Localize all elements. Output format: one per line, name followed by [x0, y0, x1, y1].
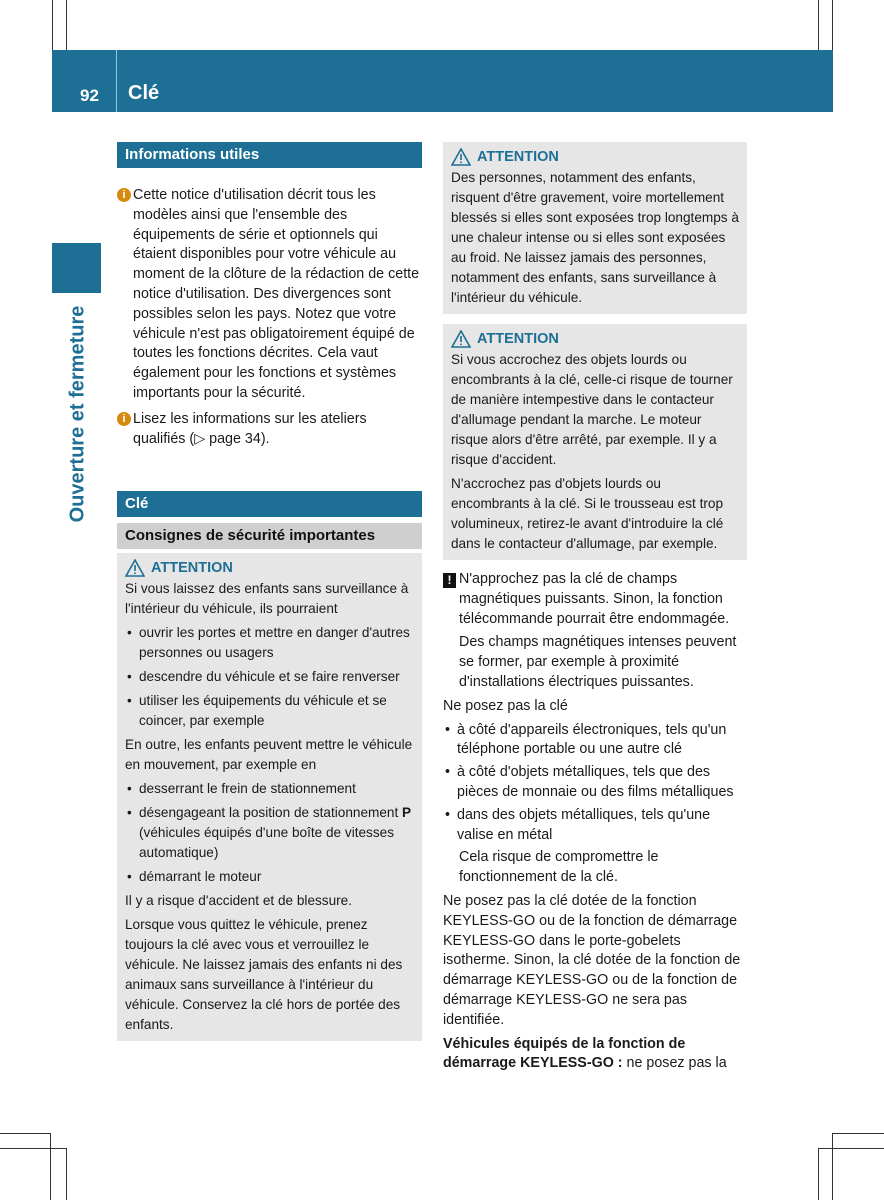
warning-text: Des personnes, notamment des enfants, risquent d'être gravement, voire mortellement blessés si elles sont exposées trop longtemps à une chaleur intense ou si elles sont exposées au froid. Ne laissez jamais des personnes, notamment des enfants, sans surveillance à l'intérieur du véhicule.	[451, 170, 739, 305]
list-item-text: désengageant la position de stationnement	[139, 805, 399, 821]
crop-mark	[832, 1133, 833, 1200]
warning-text: Si vous accrochez des objets lourds ou encombrants à la clé, celle-ci risque de tourner de manière intempestive dans le contacteur d'allumage pendant la marche. Le moteur risque alors d'être arrêté, par exemple. Il y a risque d'accident.	[451, 352, 733, 467]
warning-triangle-icon	[125, 559, 145, 577]
warning-box	[443, 142, 747, 314]
note-continuation: Des champs magnétiques intenses peuvent se former, par exemple à proximité d'installations électriques puissantes.	[459, 634, 737, 690]
list-item: • desserrant le frein de stationnement	[125, 779, 414, 799]
crop-mark	[832, 1133, 884, 1134]
crop-mark	[66, 0, 67, 50]
crop-mark	[50, 1133, 51, 1200]
header-bar	[52, 50, 833, 112]
list-item: • dans des objets métalliques, tels qu'une valise en métal	[443, 806, 747, 846]
info-paragraph	[117, 186, 422, 404]
list-item	[125, 803, 414, 863]
crop-mark	[52, 0, 53, 50]
warning-text: N'accrochez pas d'objets lourds ou encombrants à la clé. Si le trousseau est trop volumineux, retirez-le avant d'introduire la clé dans le contacteur d'allumage, par exemple.	[451, 476, 724, 551]
header-divider	[116, 50, 117, 112]
page-title: Clé	[128, 82, 160, 104]
chapter-tab	[52, 243, 101, 293]
park-position-label: P	[402, 805, 412, 821]
body-text: Ne posez pas la clé	[443, 697, 568, 714]
crop-mark	[818, 1148, 819, 1200]
body-text: Ne posez pas la clé dotée de la fonction KEYLESS-GO ou de la fonction de démarrage KEYLESS-GO dans le porte-gobelets isotherme. Sinon, la clé dotée de la fonction de démarrage KEYLESS-GO ou de la fonction de démarrage KEYLESS-GO ne sera pas identifiée.	[443, 892, 741, 1028]
list-item: • démarrant le moteur	[125, 867, 414, 887]
list-item: • utiliser les équipements du véhicule et se coincer, par exemple	[125, 691, 414, 731]
page-number: 92	[80, 86, 99, 105]
list-item: • à côté d'appareils électroniques, tels qu'un téléphone portable ou une autre clé	[443, 721, 747, 761]
warning-heading	[125, 557, 414, 579]
list-item: • à côté d'objets métalliques, tels que des pièces de monnaie ou des films métalliques	[443, 763, 747, 803]
warning-title: ATTENTION	[477, 331, 559, 347]
warning-text: Lorsque vous quittez le véhicule, prenez toujours la clé avec vous et verrouillez le véhicule. Ne laissez jamais des enfants ni des animaux sans surveillance à l'intérieur du véhicule. Conservez la clé hors de portée des enfants.	[125, 917, 403, 1033]
info-icon: i	[117, 188, 131, 202]
warning-triangle-icon	[451, 330, 471, 348]
list-item: • descendre du véhicule et se faire renverser	[125, 667, 414, 687]
warning-triangle-icon	[451, 148, 471, 166]
warning-text: Si vous laissez des enfants sans surveillance à l'intérieur du véhicule, ils pourraient	[125, 581, 409, 617]
warning-text: Il y a risque d'accident et de blessure.	[125, 893, 353, 909]
warning-heading	[451, 328, 739, 350]
list-item-text: (véhicules équipés d'une boîte de vitesses automatique)	[139, 825, 394, 861]
body-text: Cela risque de compromettre le fonctionnement de la clé.	[459, 849, 659, 886]
warning-box	[117, 553, 422, 1041]
chapter-label: Ouverture et fermeture	[66, 305, 89, 523]
crop-mark	[832, 0, 833, 50]
list-item: • ouvrir les portes et mettre en danger d'autres personnes ou usagers	[125, 623, 414, 663]
info-icon: i	[117, 412, 131, 426]
section-heading-key: Clé	[117, 491, 422, 517]
left-column	[117, 142, 422, 1041]
note-paragraph	[443, 570, 747, 629]
warning-heading	[451, 146, 739, 168]
crop-mark	[818, 1148, 884, 1149]
warning-box	[443, 324, 747, 560]
right-column	[443, 142, 747, 1078]
warning-text: En outre, les enfants peuvent mettre le véhicule en mouvement, par exemple en	[125, 737, 413, 773]
info-text: Lisez les informations sur les ateliers qualifiés (▷ page 34).	[133, 410, 367, 447]
warning-title: ATTENTION	[151, 560, 233, 577]
crop-mark	[0, 1148, 66, 1149]
subsection-heading: Consignes de sécurité importantes	[117, 523, 422, 549]
note-text: N'approchez pas la clé de champs magnétiques puissants. Sinon, la fonction télécommande pourrait être endommagée.	[459, 571, 730, 627]
exclamation-icon: !	[443, 573, 456, 588]
crop-mark	[0, 1133, 50, 1134]
body-text-tail: ne posez pas la	[622, 1055, 727, 1072]
info-text: Cette notice d'utilisation décrit tous les modèles ainsi que l'ensemble des équipements de série et optionnels qui étaient disponibles pour votre véhicule au moment de la clôture de la rédaction de cette notice d'utilisation. Des divergences sont possibles selon les pays. Notez que votre véhicule n'est pas obligatoirement équipé de toutes les fonctions décrites. Cela vaut également pour les fonctions et systèmes importants pour la sécurité.	[133, 187, 420, 401]
crop-mark	[66, 1148, 67, 1200]
body-text	[443, 1035, 747, 1075]
warning-title: ATTENTION	[477, 149, 559, 165]
crop-mark	[818, 0, 819, 50]
bold-lead: Véhicules équipés de la fonction de démarrage KEYLESS-GO :	[443, 1035, 686, 1072]
info-paragraph	[117, 410, 422, 450]
section-heading-useful: Informations utiles	[117, 142, 422, 168]
